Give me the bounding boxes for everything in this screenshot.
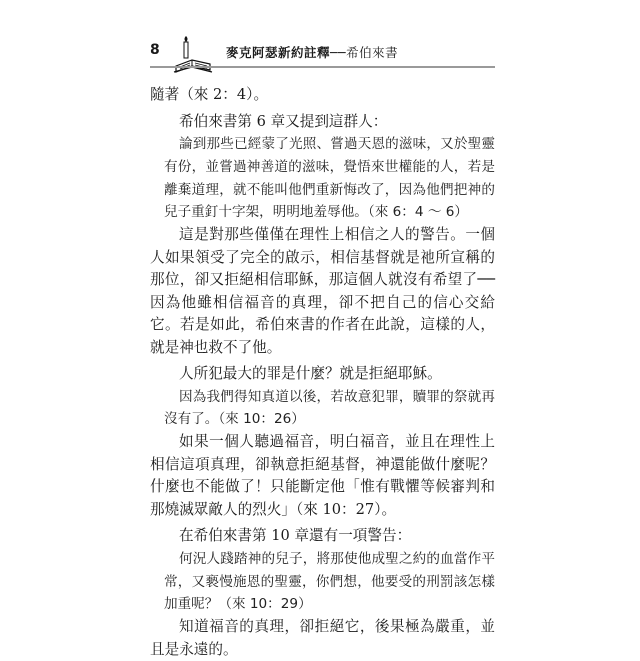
book-title bbox=[226, 43, 398, 61]
header-rule bbox=[150, 66, 495, 68]
paragraph: 希伯來書第 6 章又提到這群人： bbox=[179, 112, 388, 130]
paragraph: 知道福音的真理，卻拒絕它，後果極為嚴重，並且是永遠的。 bbox=[150, 618, 495, 658]
open-book-candle-icon bbox=[172, 36, 218, 76]
paragraph: 隨著（來 2：4）。 bbox=[150, 86, 269, 103]
paragraph: 這是對那些僅僅在理性上相信之人的警告。一個人如果領受了完全的啟示，相信基督就是祂所宣稱的那位，卻又拒絕相信耶穌，那這個人就沒有希望了──因為他雖相信福音的真理，卻不把自己的信心交給它。若是如此，希伯來書的作者在此說，這樣的人，就是神也救不了他。 bbox=[150, 226, 495, 356]
paragraph: 如果一個人聽過福音，明白福音，並且在理性上相信這項真理，卻執意拒絕基督，神還能做什麼呢？什麼也不能做了！只能斷定他「惟有戰懼等候審判和那燒滅眾敵人的烈火」（來 10：27）。 bbox=[150, 433, 495, 518]
scripture-quote: 因為我們得知真道以後，若故意犯罪，贖罪的祭就再沒有了。（來 10：26） bbox=[164, 388, 495, 428]
scripture-quote: 論到那些已經蒙了光照、嘗過天恩的滋味，又於聖靈有份，並嘗過神善道的滋味，覺悟來世權能的人，若是離棄道理，就不能叫他們重新悔改了，因為他們把神的兒子重釘十字架，明明地羞辱他。（來 6：4 ～ 6） bbox=[164, 136, 495, 221]
page-number: 8 bbox=[150, 42, 160, 58]
running-header bbox=[150, 36, 495, 66]
page-body bbox=[150, 84, 495, 661]
book-title-sub: ──希伯來書 bbox=[330, 45, 399, 60]
paragraph: 在希伯來書第 10 章還有一項警告： bbox=[179, 527, 412, 545]
paragraph: 人所犯最大的罪是什麼？就是拒絕耶穌。 bbox=[179, 365, 442, 383]
scripture-quote: 何況人踐踏神的兒子，將那使他成聖之約的血當作平常，又褻慢施恩的聖靈，你們想，他要受的刑罰該怎樣加重呢？（來 10：29） bbox=[164, 550, 495, 613]
book-title-main: 麥克阿瑟新約註釋 bbox=[226, 45, 331, 60]
